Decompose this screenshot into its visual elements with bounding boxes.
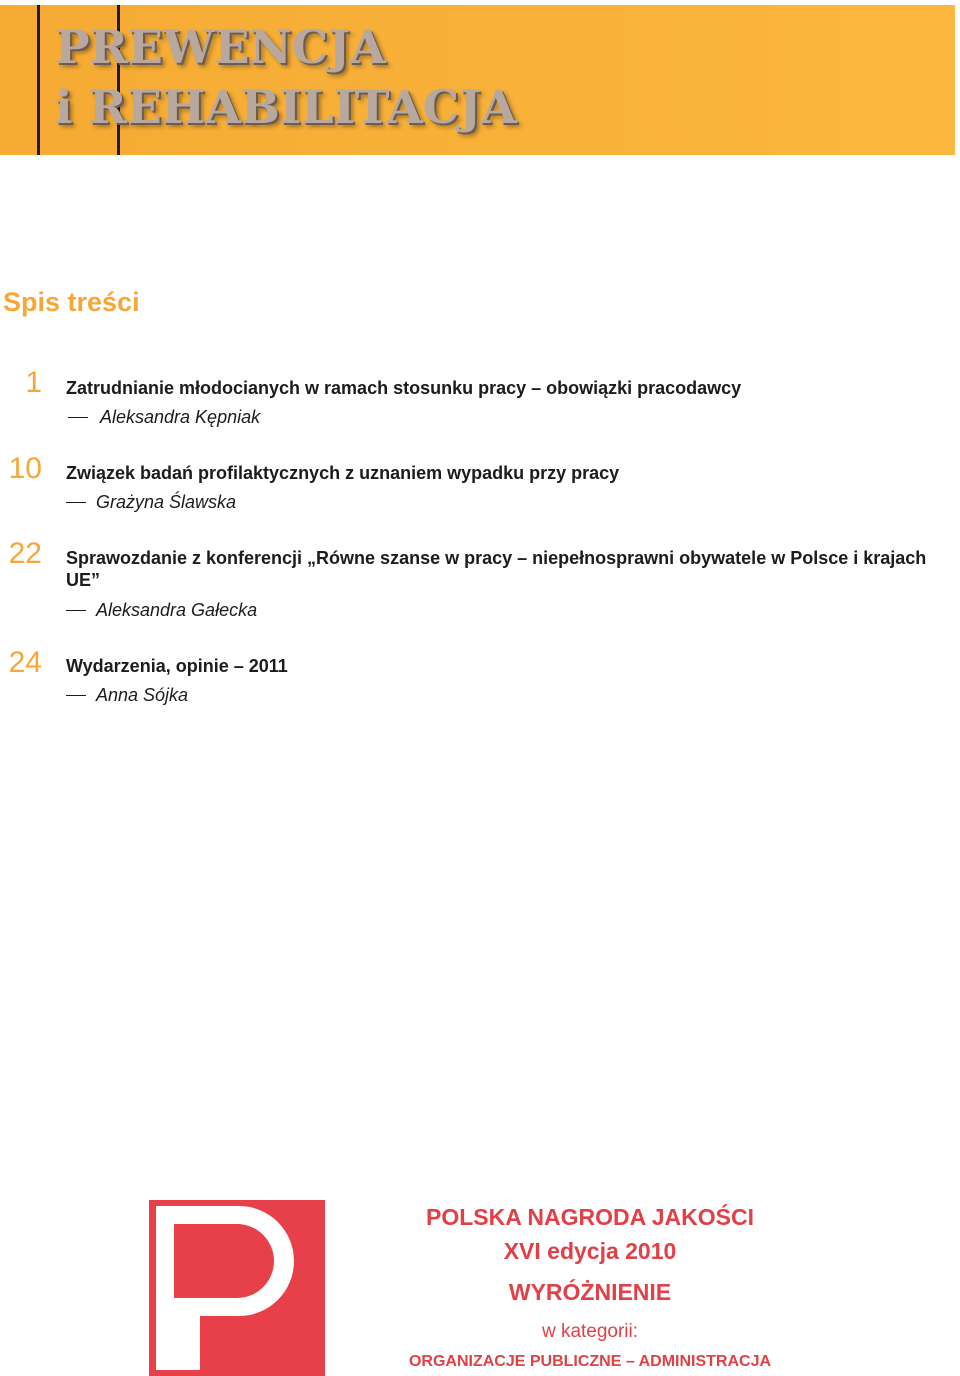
award-category: ORGANIZACJE PUBLICZNE – ADMINISTRACJA [408, 1353, 772, 1370]
journal-title [55, 17, 517, 137]
author-dash [66, 695, 86, 696]
toc-author-name: Aleksandra Gałecka [96, 600, 258, 620]
author-dash [68, 417, 88, 418]
toc-page-number: 10 [8, 452, 42, 485]
journal-title-line1: PREWENCJA [55, 20, 386, 74]
journal-banner [0, 5, 955, 155]
toc-article-title[interactable]: Sprawozdanie z konferencji „Równe szanse w pracy – niepełnosprawni obywatele w Polsce i krajach UE” [66, 548, 927, 590]
toc-article-author [66, 684, 188, 706]
toc-author-name: Grażyna Ślawska [96, 492, 237, 512]
polska-nagroda-jakosci-p-logo-icon [149, 1200, 325, 1376]
toc-article-title[interactable]: Zatrudnianie młodocianych w ramach stosunku pracy – obowiązki pracodawcy [66, 378, 742, 398]
toc-article-title[interactable]: Związek badań profilaktycznych z uznaniem wypadku przy pracy [66, 463, 620, 483]
toc-page-number: 24 [8, 646, 42, 679]
award-distinction: WYRÓŻNIENIE [508, 1279, 672, 1305]
award-name: POLSKA NAGRODA JAKOŚCI [426, 1204, 754, 1230]
banner-rule-left [37, 5, 40, 155]
toc-page-number: 1 [25, 366, 42, 399]
toc-heading: Spis treści [3, 287, 140, 317]
author-dash [66, 610, 86, 611]
award-edition: XVI edycja 2010 [503, 1238, 677, 1264]
toc-article-author [66, 491, 236, 513]
toc-page-number: 22 [8, 537, 42, 570]
toc-article-title[interactable]: Wydarzenia, opinie – 2011 [66, 656, 288, 676]
author-dash [66, 502, 86, 503]
journal-title-line2: i REHABILITACJA [55, 80, 517, 134]
toc-article-author [66, 406, 260, 428]
toc-author-name: Anna Sójka [96, 685, 189, 705]
toc-article-author [66, 599, 257, 621]
award-category-label: w kategorii: [541, 1321, 639, 1342]
toc-author-name: Aleksandra Kępniak [100, 407, 261, 427]
